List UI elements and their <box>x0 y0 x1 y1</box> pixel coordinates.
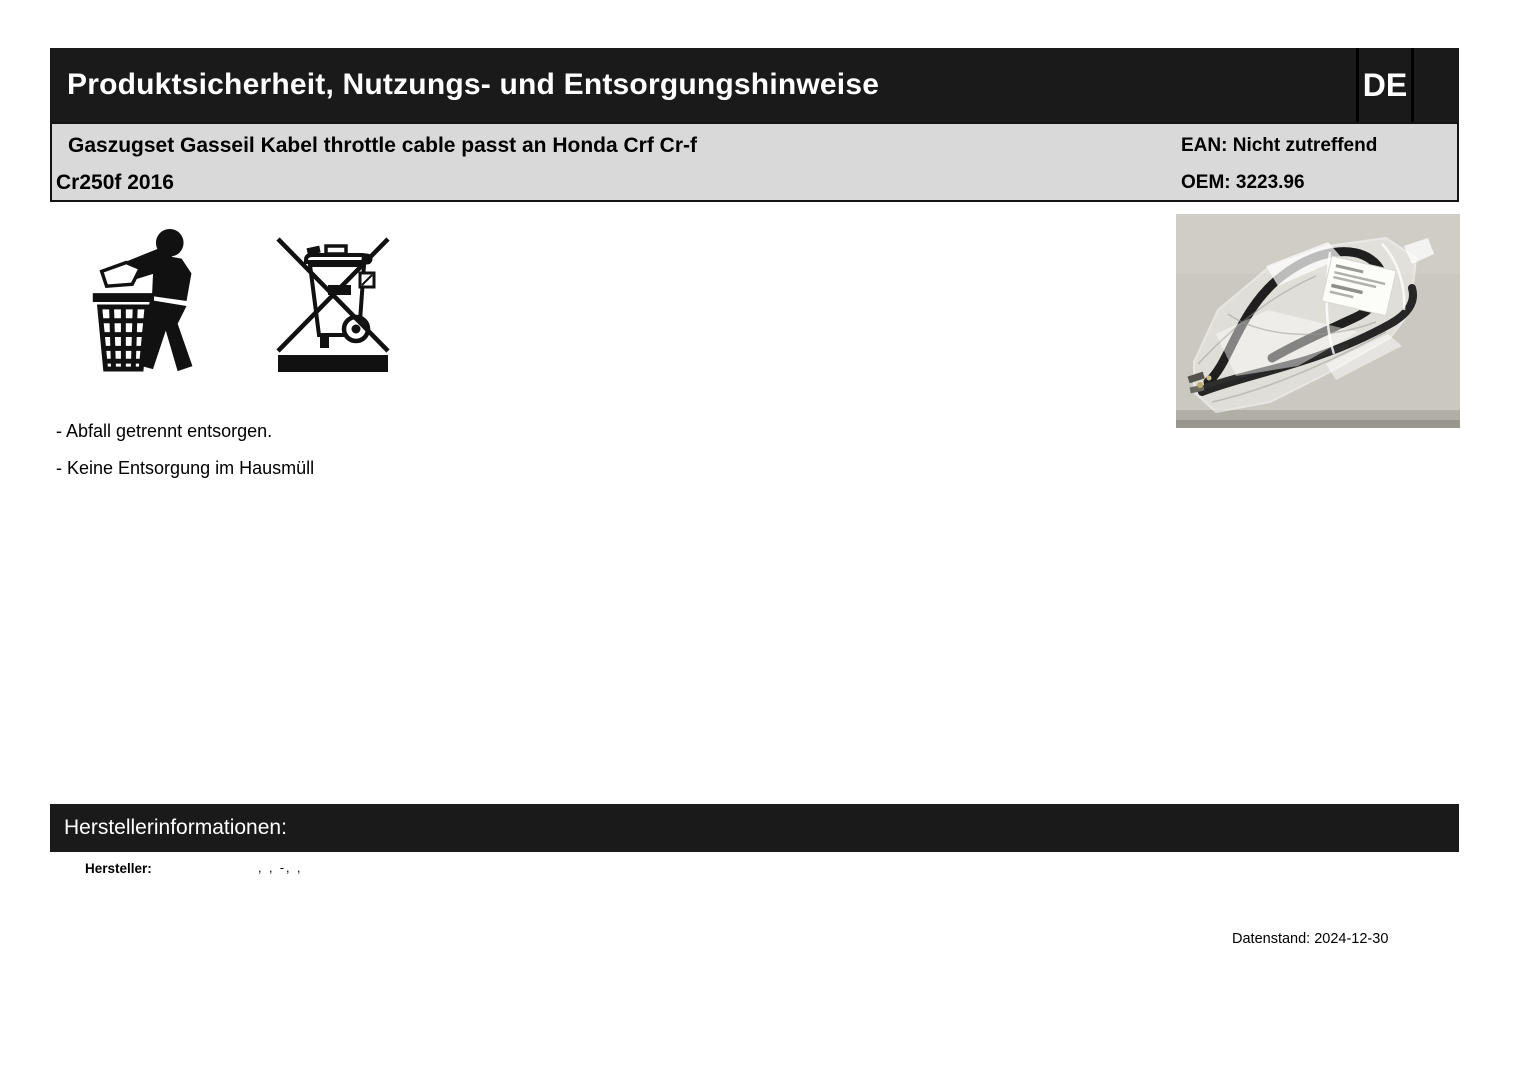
weee-crossed-out-bin-icon <box>276 229 390 375</box>
page-title: Produktsicherheit, Nutzungs- und Entsorgungshinweise <box>67 68 880 101</box>
disposal-note: - Keine Entsorgung im Hausmüll <box>56 458 315 478</box>
ean-value: EAN: Nicht zutreffend <box>1181 135 1378 156</box>
product-info-strip <box>50 122 1459 202</box>
oem-value: OEM: 3223.96 <box>1181 172 1305 193</box>
language-badge: DE <box>1356 48 1414 122</box>
disposal-note: - Abfall getrennt entsorgen. <box>56 421 273 441</box>
manufacturer-section-title: Herstellerinformationen: <box>64 816 287 839</box>
product-codes <box>1181 127 1377 201</box>
disposal-notes <box>56 413 314 487</box>
manufacturer-value: , , -, , <box>258 861 303 875</box>
manufacturer-section-bar <box>50 804 1459 852</box>
product-photo <box>1176 214 1460 428</box>
product-title-line1: Gaszugset Gasseil Kabel throttle cable passt an Honda Crf Cr-f <box>68 134 697 157</box>
product-title-line2: Cr250f 2016 <box>56 171 174 194</box>
header-bar <box>50 48 1459 122</box>
manufacturer-label: Hersteller: <box>85 861 152 876</box>
data-status-date: Datenstand: 2024-12-30 <box>1232 931 1389 947</box>
product-title <box>56 127 1016 201</box>
tidyman-disposal-icon <box>92 228 210 376</box>
